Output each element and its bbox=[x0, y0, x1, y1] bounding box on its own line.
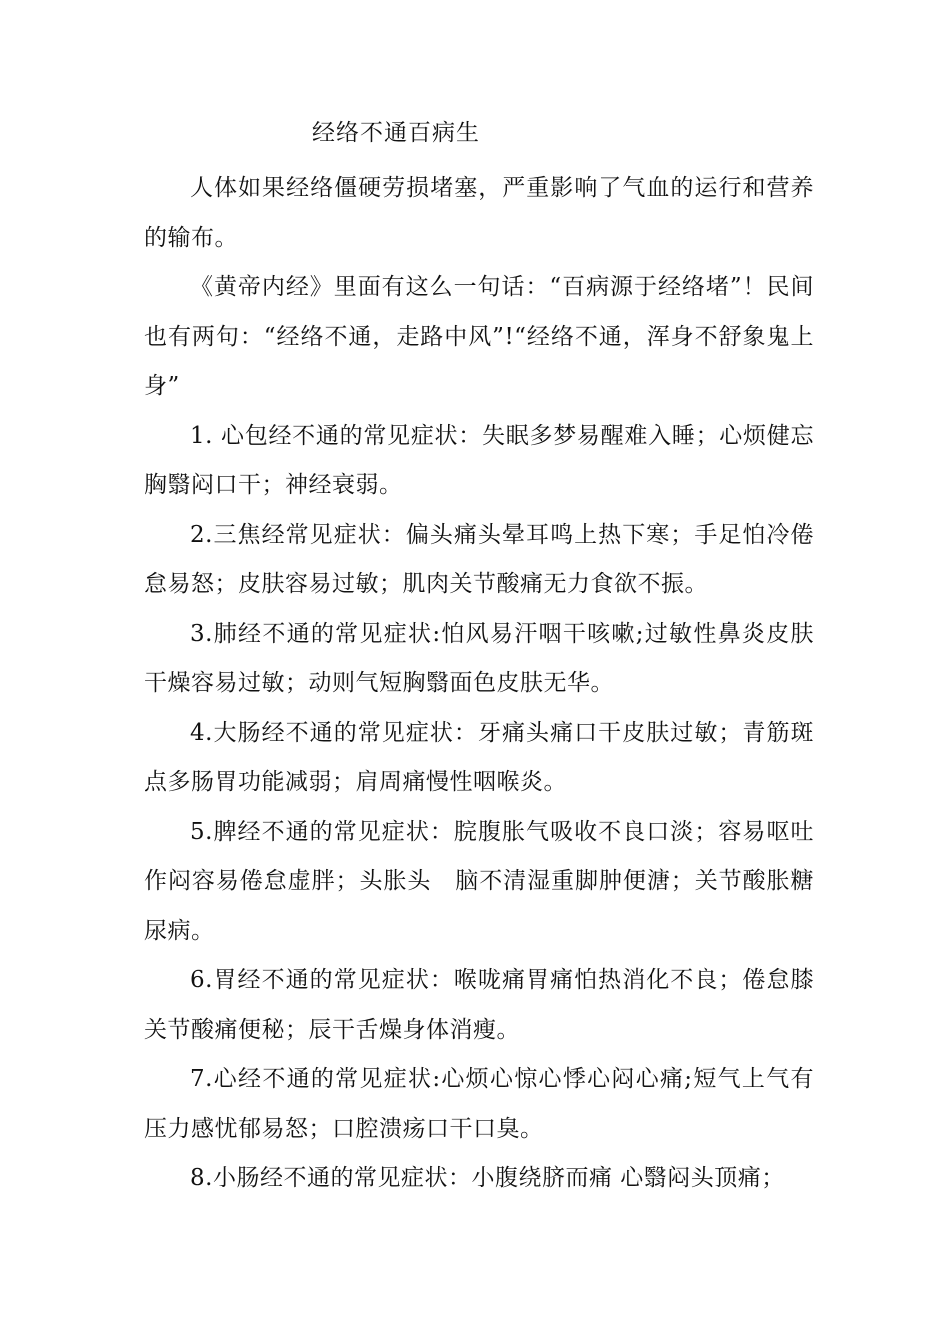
paragraph-item-1: 1. 心包经不通的常见症状：失眠多梦易醒难入睡；心烦健忘胸翳闷口干；神经衰弱。 bbox=[144, 422, 814, 498]
paragraph-quote: 《黄帝内经》里面有这么一句话：“百病源于经络堵”！民间也有两句：“经络不通，走路中风”!“经络不通，浑身不舒象鬼上身” bbox=[144, 274, 814, 399]
paragraph-item-5: 5.脾经不通的常见症状：脘腹胀气吸收不良口淡；容易呕吐作闷容易倦怠虚胖；头胀头 脑不清湿重脚肿便溏；关节酸胀糖尿病。 bbox=[144, 818, 814, 944]
paragraph-item-2: 2.三焦经常见症状：偏头痛头晕耳鸣上热下寒；手足怕冷倦怠易怒；皮肤容易过敏；肌肉关节酸痛无力食欲不振。 bbox=[144, 521, 814, 597]
paragraph-item-4: 4.大肠经不通的常见症状：牙痛头痛口干皮肤过敏；青筋斑点多肠胃功能减弱；肩周痛慢性咽喉炎。 bbox=[144, 719, 814, 795]
paragraph-intro: 人体如果经络僵硬劳损堵塞，严重影响了气血的运行和营养的输布。 bbox=[144, 175, 814, 251]
document-title: 经络不通百病生 bbox=[312, 120, 480, 146]
paragraph-item-7: 7.心经不通的常见症状:心烦心惊心悸心闷心痛;短气上气有压力感忧郁易怒；口腔溃疡口干口臭。 bbox=[144, 1066, 814, 1142]
paragraph-item-6: 6.胃经不通的常见症状：喉咙痛胃痛怕热消化不良；倦怠膝关节酸痛便秘；辰干舌燥身体消瘦。 bbox=[144, 967, 814, 1043]
paragraph-item-3: 3.肺经不通的常见症状:怕风易汗咽干咳嗽;过敏性鼻炎皮肤干燥容易过敏；动则气短胸翳面色皮肤无华。 bbox=[144, 620, 814, 696]
paragraph-item-8: 8.小肠经不通的常见症状：小腹绕脐而痛 心翳闷头顶痛； bbox=[190, 1165, 785, 1191]
document-body bbox=[144, 164, 814, 1204]
